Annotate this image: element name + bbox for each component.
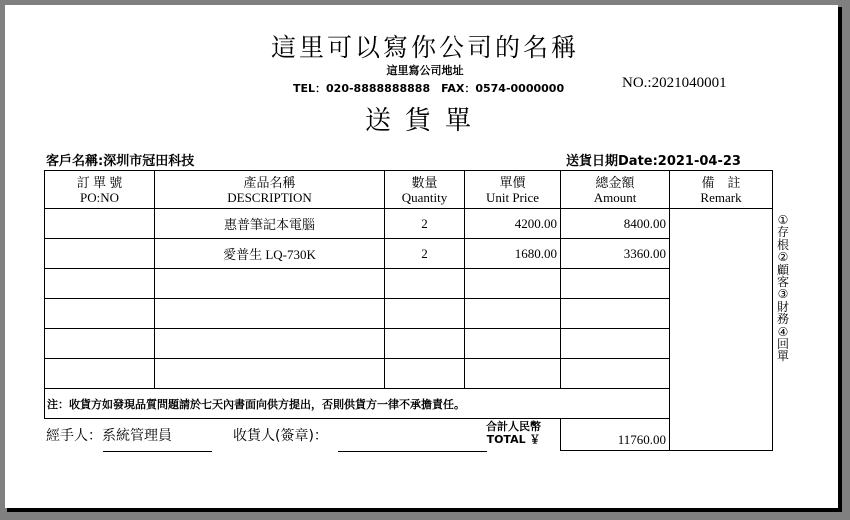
cell-po [45, 329, 155, 359]
col-header-po: 訂 單 號 PO:NO [45, 171, 155, 209]
cell-po [45, 239, 155, 269]
cell-amount [561, 269, 670, 299]
table-row [45, 209, 773, 239]
cell-amount [561, 329, 670, 359]
cell-unit-price: 1680.00 [465, 239, 561, 269]
cell-quantity: 2 [385, 209, 465, 239]
col-header-remark: 備 註 Remark [670, 171, 773, 209]
total-label-cn: 合計人民幣 [486, 420, 541, 433]
table-row [45, 239, 773, 269]
cell-quantity: 2 [385, 239, 465, 269]
delivery-date: 送貨日期Date:2021-04-23 [566, 154, 741, 169]
table-row [45, 359, 773, 389]
cell-amount [561, 359, 670, 389]
cell-amount [561, 299, 670, 329]
total-label-en: TOTAL ￥ [486, 433, 541, 446]
cell-description: 惠普筆記本電腦 [155, 209, 385, 239]
delivery-table [44, 170, 773, 451]
receiver-signature-label: 收貨人(簽章)： [233, 428, 328, 444]
company-address: 這里寫公司地址 [386, 64, 464, 77]
cell-unit-price: 4200.00 [465, 209, 561, 239]
company-name: 這里可以寫你公司的名稱 [270, 35, 579, 62]
cell-po [45, 269, 155, 299]
copy-distribution-note: ①存根②顧客③財務④回單 [776, 213, 789, 364]
cell-unit-price [465, 359, 561, 389]
cell-quantity [385, 329, 465, 359]
col-header-description: 產品名稱 DESCRIPTION [155, 171, 385, 209]
cell-po [45, 209, 155, 239]
cell-description [155, 299, 385, 329]
cell-description [155, 359, 385, 389]
cell-unit-price [465, 329, 561, 359]
cell-po [45, 359, 155, 389]
table-header-row [45, 171, 773, 209]
cell-quantity [385, 299, 465, 329]
col-header-unit-price: 單價 Unit Price [465, 171, 561, 209]
table-row [45, 299, 773, 329]
handler-signature-line [103, 451, 212, 452]
cell-quantity [385, 359, 465, 389]
cell-unit-price [465, 269, 561, 299]
quality-note: 注：收貨方如發現品質問題請於七天內書面向供方提出，否則供貨方一律不承擔責任。 [45, 389, 670, 419]
document-title: 送貨單 [364, 106, 485, 136]
total-value: 11760.00 [561, 419, 670, 451]
total-label [486, 420, 541, 446]
cell-remark [670, 209, 773, 451]
paper-shadow-bottom [7, 508, 842, 512]
cell-amount: 3360.00 [561, 239, 670, 269]
handler-field: 經手人：系統管理員 [46, 428, 172, 444]
col-header-amount: 總金額 Amount [561, 171, 670, 209]
table-row [45, 269, 773, 299]
customer-name: 客戶名稱:深圳市冠田科技 [46, 154, 195, 169]
col-header-quantity: 數量 Quantity [385, 171, 465, 209]
cell-quantity [385, 269, 465, 299]
cell-po [45, 299, 155, 329]
receiver-signature-line [338, 451, 487, 452]
note-row [45, 389, 773, 419]
cell-description: 愛普生 LQ-730K [155, 239, 385, 269]
table-row [45, 329, 773, 359]
document-number: NO.:2021040001 [622, 75, 727, 91]
paper-shadow-right [838, 7, 842, 510]
cell-amount: 8400.00 [561, 209, 670, 239]
contact-line: TEL：020-8888888888 FAX：0574-0000000 [293, 82, 565, 95]
cell-unit-price [465, 299, 561, 329]
cell-description [155, 269, 385, 299]
cell-description [155, 329, 385, 359]
